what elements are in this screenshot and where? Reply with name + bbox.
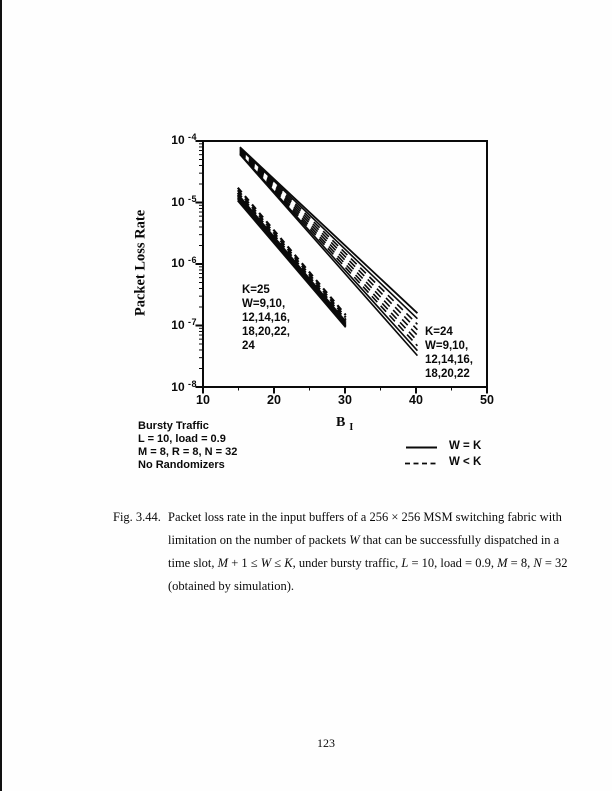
figure-caption-label: Fig. 3.44. [113, 510, 161, 524]
legend-label-w-equals-k: W = K [449, 440, 482, 452]
annotation-k25-line: 12,14,16, [242, 312, 290, 324]
figure-caption-line: time slot, M + 1 ≤ W ≤ K, under bursty traffic, L = 10, load = 0.9, M = 8, N = 32 [168, 556, 568, 570]
traffic-parameters-line: Bursty Traffic [138, 420, 209, 432]
traffic-parameters [138, 420, 237, 472]
x-tick-50: 50 [480, 393, 494, 407]
legend-label-w-less-k: W < K [449, 456, 482, 468]
annotation-k24-line: 18,20,22 [425, 368, 470, 380]
x-tick-10: 10 [196, 393, 210, 407]
annotation-k25 [242, 283, 290, 353]
figure-caption-line: limitation on the number of packets W that can be successfully dispatched in a [168, 533, 560, 547]
annotation-k24-line: W=9,10, [425, 340, 469, 352]
y-tick-1e-5: 10 $^{-5}$ [171, 194, 197, 209]
y-tick-1e-6: 10 $^{-6}$ [171, 255, 197, 270]
annotation-k25-line: K=25 [242, 284, 270, 296]
figure-caption-line: Packet loss rate in the input buffers of a 256 × 256 MSM switching fabric with [168, 510, 562, 524]
x-tick-40: 40 [409, 393, 423, 407]
annotation-k24-line: 12,14,16, [425, 354, 473, 366]
annotation-k25-line: W=9,10, [242, 298, 286, 310]
x-tick-30: 30 [338, 393, 352, 407]
traffic-parameters-line: M = 8, R = 8, N = 32 [138, 446, 238, 458]
annotation-k25-line: 24 [242, 340, 255, 352]
y-tick-1e-7: 10 $^{-7}$ [171, 317, 197, 332]
annotation-k24 [425, 325, 473, 381]
annotation-k24-line: K=24 [425, 326, 453, 338]
page-number: 123 [317, 736, 335, 750]
traffic-parameters-line: No Randomizers [138, 459, 225, 471]
figure-caption-line: (obtained by simulation). [168, 579, 295, 593]
x-axis-title: B $_I$ [336, 415, 354, 433]
x-tick-20: 20 [267, 393, 281, 407]
y-tick-1e-8: 10 $^{-8}$ [171, 379, 197, 394]
annotation-k25-line: 18,20,22, [242, 326, 290, 338]
traffic-parameters-line: L = 10, load = 0.9 [138, 433, 226, 445]
y-tick-1e-4: 10 $^{-4}$ [171, 132, 197, 147]
y-axis-title: Packet Loss Rate [132, 209, 149, 317]
